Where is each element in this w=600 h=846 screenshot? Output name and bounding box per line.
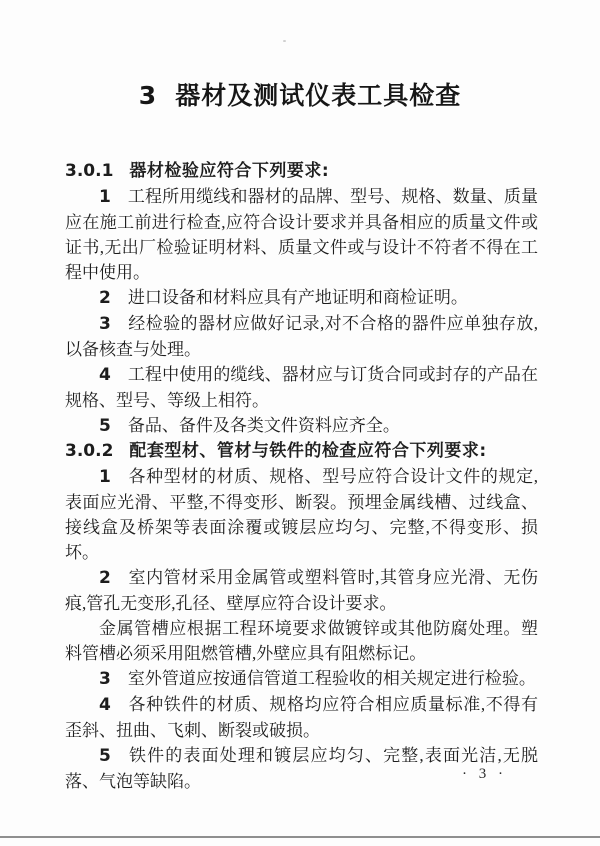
item-number: 5 [99, 746, 111, 766]
item-text: 铁件的表面处理和镀层应均匀、完整,表面光洁,无脱落、气泡等缺陷。 [65, 746, 538, 791]
clause-item [65, 311, 538, 362]
item-text: 室外管道应按通信管道工程验收的相关规定进行检验。 [127, 669, 536, 688]
item-number: 1 [99, 187, 111, 207]
continuation-paragraph: 金属管槽应根据工程环境要求做镀锌或其他防腐处理。塑料管槽必须采用阻燃管槽,外壁应具有阻燃标记。 [65, 619, 538, 663]
item-text: 工程所用缆线和器材的品牌、型号、规格、数量、质量应在施工前进行检查,应符合设计要求并具备相应的质量文件或证书,无出厂检验证明材料、质量文件或与设计不符者不得在工程中使用。 [65, 187, 538, 282]
chapter-number: 3 [138, 81, 158, 110]
clause-item [65, 565, 538, 616]
item-number: 4 [99, 365, 111, 385]
item-text: 工程中使用的缆线、器材应与订货合同或封存的产品在规格、型号、等级上相符。 [65, 365, 538, 410]
clause-item [65, 362, 538, 413]
document-body [65, 159, 538, 794]
item-text: 进口设备和材料应具有产地证明和商检证明。 [127, 288, 468, 307]
chapter-title-text: 器材及测试仪表工具检查 [175, 81, 462, 110]
scan-speck [283, 40, 286, 42]
item-number: 2 [99, 288, 111, 308]
item-number: 2 [99, 568, 111, 588]
chapter-heading [0, 76, 600, 112]
scan-edge-rule [0, 836, 600, 838]
clause-item [65, 666, 538, 692]
item-number: 3 [99, 314, 111, 334]
clause-heading-3-0-1 [65, 159, 538, 184]
clause-item [65, 692, 538, 743]
clause-item [65, 464, 538, 565]
clause-heading-text: 器材检验应符合下列要求: [129, 161, 330, 181]
page-number: · 3 · [462, 766, 507, 782]
item-text: 室内管材采用金属管或塑料管时,其管身应光滑、无伤痕,管孔无变形,孔径、壁厚应符合设计要求。 [65, 568, 538, 613]
item-text: 各种型材的材质、规格、型号应符合设计文件的规定,表面应光滑、平整,不得变形、断裂。预埋金属线槽、过线盒、接线盒及桥架等表面涂覆或镀层应均匀、完整,不得变形、损坏。 [65, 467, 538, 562]
clause-item [65, 184, 538, 285]
clause-number: 3.0.1 [65, 161, 114, 181]
item-text: 经检验的器材应做好记录,对不合格的器件应单独存放,以备核查与处理。 [65, 314, 538, 359]
clause-number: 3.0.2 [65, 441, 114, 461]
item-number: 3 [99, 669, 111, 689]
clause-item [65, 413, 538, 439]
item-number: 5 [99, 416, 111, 436]
item-text: 备品、备件及各类文件资料应齐全。 [127, 416, 400, 435]
item-number: 1 [99, 467, 111, 487]
clause-item [65, 285, 538, 311]
item-text: 各种铁件的材质、规格均应符合相应质量标准,不得有歪斜、扭曲、飞刺、断裂或破损。 [65, 695, 538, 740]
item-number: 4 [99, 695, 111, 715]
clause-heading-text: 配套型材、管材与铁件的检查应符合下列要求: [129, 441, 487, 461]
clause-heading-3-0-2 [65, 439, 538, 464]
